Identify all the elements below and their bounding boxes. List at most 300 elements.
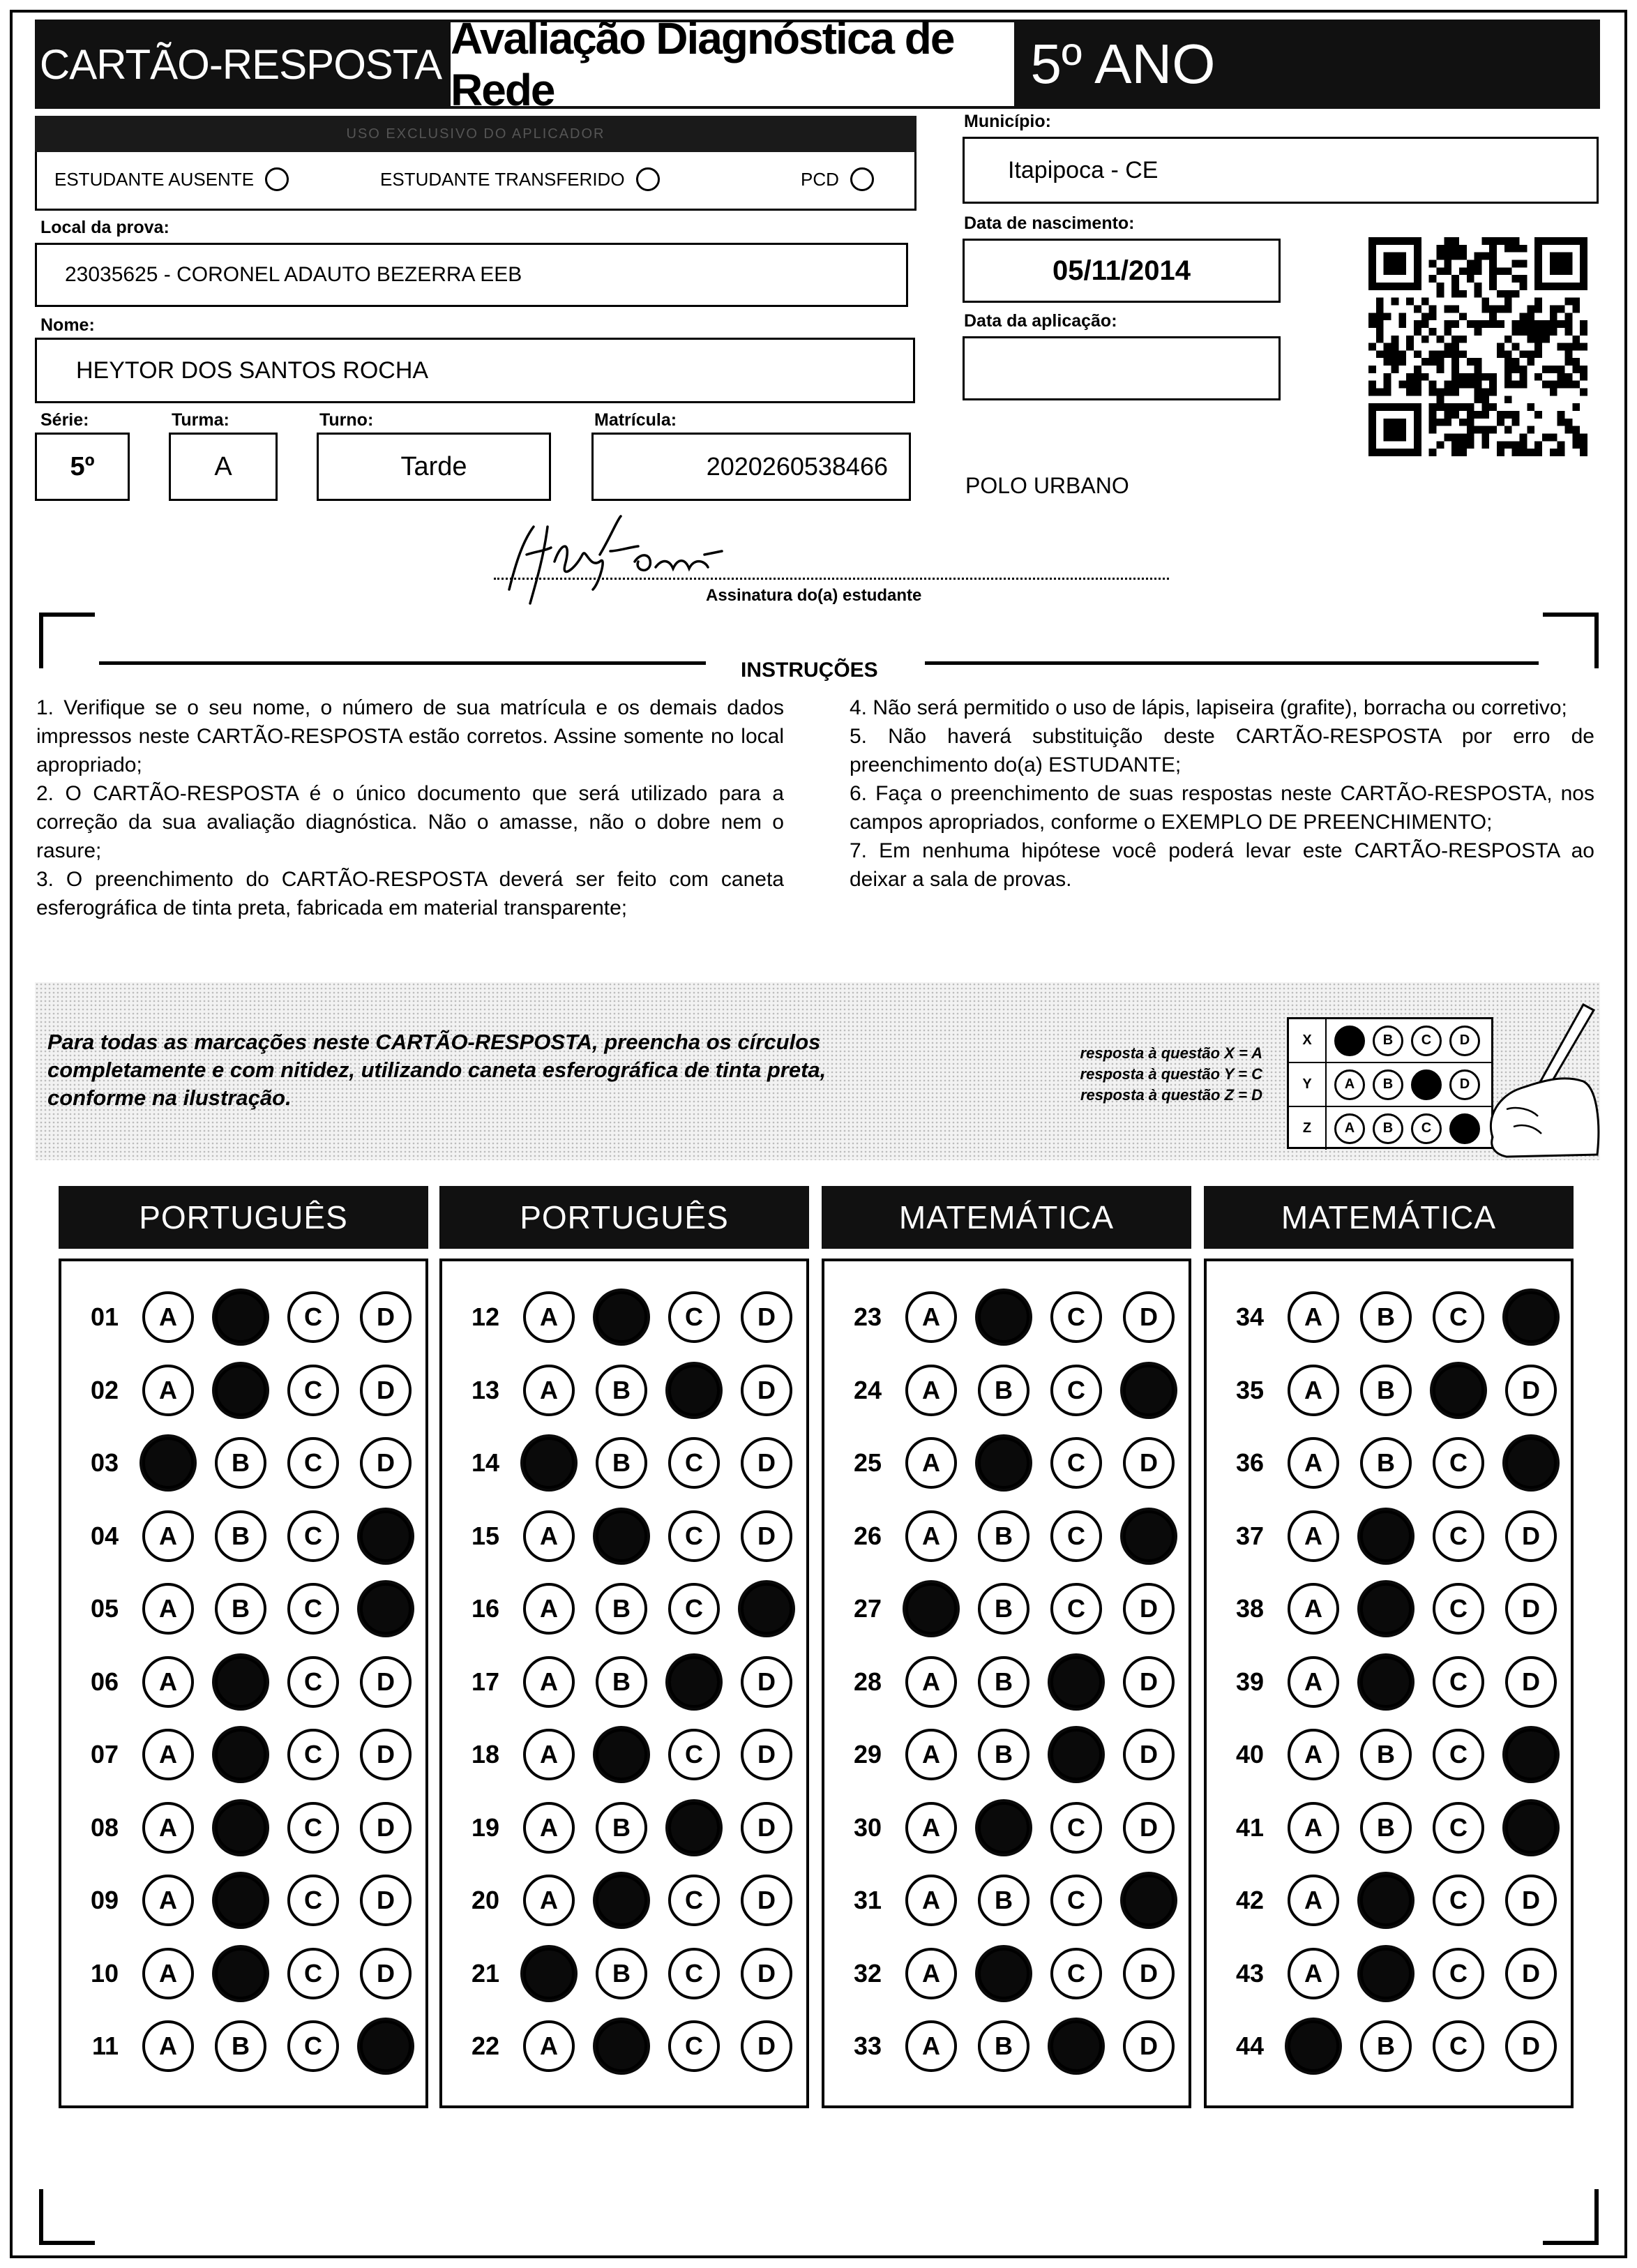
answer-bubble-d[interactable]: D <box>360 1802 412 1854</box>
status-transferred-circle[interactable] <box>636 167 660 191</box>
grade-title: 5º ANO <box>1030 33 1216 95</box>
answer-bubble-a[interactable]: A <box>905 1948 957 1999</box>
answer-bubble-a[interactable]: A <box>1288 1875 1339 1926</box>
answer-bubble-d[interactable] <box>1123 1510 1175 1562</box>
example-bubble: D <box>1449 1069 1480 1100</box>
answer-bubble-d[interactable] <box>360 1510 412 1562</box>
answer-bubble-d[interactable]: D <box>741 2020 792 2072</box>
signature <box>495 513 739 607</box>
answer-bubble-d[interactable]: D <box>360 1875 412 1926</box>
question-number: 15 <box>471 1521 499 1550</box>
answer-bubble-a[interactable]: A <box>1288 1583 1339 1635</box>
question-row <box>824 1281 1175 1353</box>
answer-bubble-b[interactable]: B <box>596 1583 647 1635</box>
answer-bubble-c[interactable] <box>668 1802 720 1854</box>
answer-bubble-c[interactable]: C <box>1050 1802 1102 1854</box>
question-row <box>824 1572 1175 1645</box>
answer-bubble-b[interactable]: B <box>978 1583 1029 1635</box>
answer-bubble-b[interactable] <box>978 1437 1029 1489</box>
answer-bubble-b[interactable]: B <box>978 1510 1029 1562</box>
answer-bubble-a[interactable]: A <box>142 2020 194 2072</box>
question-row <box>442 1646 792 1718</box>
answer-bubble-c[interactable]: C <box>1433 1948 1484 1999</box>
answer-bubble-a[interactable]: A <box>142 1729 194 1780</box>
corner-mark-bottom-right <box>1543 2189 1599 2245</box>
answer-bubble-a[interactable] <box>523 1948 575 1999</box>
answer-bubble-c[interactable]: C <box>668 1729 720 1780</box>
answer-bubble-c[interactable]: C <box>1433 1802 1484 1854</box>
answer-bubble-d[interactable]: D <box>741 1437 792 1489</box>
answer-bubble-b[interactable]: B <box>978 1729 1029 1780</box>
answer-bubble-d[interactable]: D <box>1123 1437 1175 1489</box>
answer-bubble-a[interactable]: A <box>523 1365 575 1416</box>
signature-label: Assinatura do(a) estudante <box>706 586 922 605</box>
question-row <box>1207 1354 1557 1427</box>
answer-bubble-d[interactable] <box>1505 1802 1557 1854</box>
fill-example-text: Para todas as marcações neste CARTÃO-RESPOSTA, preencha os círculos completamente e com nitidez, utilizando caneta esferográfica de tinta preta, conforme na ilustração. <box>47 1030 827 1110</box>
legend-z: resposta à questão Z = D <box>1080 1086 1262 1104</box>
status-absent[interactable] <box>54 167 289 191</box>
answer-bubble-d[interactable]: D <box>741 1365 792 1416</box>
answer-bubble-c[interactable]: C <box>1050 1583 1102 1635</box>
answer-column <box>59 1259 428 2108</box>
instruction-3: 3. O preenchimento do CARTÃO-RESPOSTA deverá ser feito com caneta esferográfica de tinta preta, fabricada em material transparente; <box>36 868 784 919</box>
answer-bubble-a[interactable] <box>142 1437 194 1489</box>
answer-bubble-d[interactable]: D <box>1505 1583 1557 1635</box>
answer-bubble-d[interactable]: D <box>741 1948 792 1999</box>
local-field[interactable] <box>35 243 908 307</box>
answer-column <box>439 1259 809 2108</box>
question-number: 37 <box>1235 1521 1264 1550</box>
answer-bubble-b[interactable]: B <box>1360 1802 1412 1854</box>
question-number: 26 <box>853 1521 882 1550</box>
municipio-field[interactable] <box>963 137 1599 204</box>
municipio-label: Município: <box>964 112 1051 131</box>
answer-bubble-a[interactable]: A <box>905 1802 957 1854</box>
answer-bubble-d[interactable]: D <box>360 1729 412 1780</box>
answer-bubble-a[interactable]: A <box>142 1365 194 1416</box>
status-pcd-circle[interactable] <box>850 167 874 191</box>
section-header: MATEMÁTICA <box>822 1186 1191 1249</box>
answer-bubble-c[interactable] <box>668 1365 720 1416</box>
local-label: Local da prova: <box>40 218 169 237</box>
matricula-value: 2020260538466 <box>706 452 888 481</box>
question-number: 32 <box>853 1958 882 1988</box>
answer-bubble-c[interactable]: C <box>287 1291 339 1343</box>
answer-bubble-c[interactable]: C <box>1050 1510 1102 1562</box>
answer-bubble-a[interactable]: A <box>1288 1729 1339 1780</box>
answer-bubble-c[interactable]: C <box>1433 1437 1484 1489</box>
answer-bubble-d[interactable]: D <box>1123 1802 1175 1854</box>
answer-bubble-d[interactable]: D <box>1505 1510 1557 1562</box>
aplicacao-field[interactable] <box>963 336 1281 400</box>
answer-bubble-b[interactable] <box>596 1729 647 1780</box>
answer-bubble-a[interactable]: A <box>142 1583 194 1635</box>
answer-bubble-b[interactable]: B <box>596 1656 647 1708</box>
turma-field[interactable] <box>169 433 278 501</box>
polo-label: POLO URBANO <box>965 473 1129 498</box>
answer-bubble-d[interactable]: D <box>741 1729 792 1780</box>
question-row <box>1207 1792 1557 1864</box>
answer-bubble-d[interactable]: D <box>1123 1291 1175 1343</box>
answer-bubble-c[interactable]: C <box>287 1656 339 1708</box>
instructions-left <box>36 693 784 922</box>
instructions-right <box>850 693 1594 894</box>
answer-bubble-d[interactable]: D <box>741 1510 792 1562</box>
instruction-4: 4. Não será permitido o uso de lápis, lapiseira (grafite), borracha ou corretivo; <box>850 696 1567 719</box>
answer-bubble-a[interactable]: A <box>905 1291 957 1343</box>
answer-bubble-c[interactable]: C <box>1433 1583 1484 1635</box>
answer-bubble-b[interactable] <box>1360 1656 1412 1708</box>
answer-bubble-c[interactable]: C <box>1050 1365 1102 1416</box>
answer-bubble-c[interactable] <box>1050 1729 1102 1780</box>
question-number: 38 <box>1235 1594 1264 1623</box>
instructions-rule-right <box>925 661 1539 665</box>
answer-bubble-d[interactable]: D <box>360 1656 412 1708</box>
answer-bubble-c[interactable] <box>668 1656 720 1708</box>
question-number: 04 <box>90 1521 119 1550</box>
section-header: PORTUGUÊS <box>59 1186 428 1249</box>
question-row <box>442 2010 792 2082</box>
example-bubble: C <box>1411 1026 1442 1056</box>
answer-bubble-a[interactable]: A <box>905 1729 957 1780</box>
answer-bubble-c[interactable]: C <box>1050 1875 1102 1926</box>
answer-bubble-b[interactable]: B <box>978 2020 1029 2072</box>
answer-bubble-b[interactable]: B <box>215 1437 266 1489</box>
answer-bubble-d[interactable]: D <box>1505 2020 1557 2072</box>
instruction-5: 5. Não haverá substituição deste CARTÃO-RESPOSTA por erro de preenchimento do(a) ESTUDANTE; <box>850 725 1594 776</box>
question-row <box>824 1500 1175 1572</box>
question-row <box>1207 1500 1557 1572</box>
answer-bubble-b[interactable]: B <box>1360 2020 1412 2072</box>
answer-bubble-d[interactable]: D <box>360 1948 412 1999</box>
answer-bubble-d[interactable]: D <box>360 1365 412 1416</box>
question-number: 01 <box>90 1302 119 1331</box>
question-row <box>61 1281 412 1353</box>
instructions-rule-left <box>99 661 706 665</box>
answer-bubble-d[interactable]: D <box>360 1291 412 1343</box>
answer-bubble-c[interactable]: C <box>668 1510 720 1562</box>
answer-bubble-c[interactable]: C <box>1050 1291 1102 1343</box>
question-row <box>61 1427 412 1499</box>
answer-bubble-b[interactable] <box>215 1291 266 1343</box>
answer-bubble-a[interactable]: A <box>1288 1437 1339 1489</box>
answer-bubble-b[interactable] <box>978 1802 1029 1854</box>
answer-bubble-c[interactable]: C <box>287 1948 339 1999</box>
status-absent-circle[interactable] <box>265 167 289 191</box>
serie-field[interactable] <box>35 433 130 501</box>
example-bubble: A <box>1334 1069 1365 1100</box>
answer-bubble-d[interactable] <box>1505 1291 1557 1343</box>
qr-code <box>1368 237 1587 456</box>
question-row <box>824 2010 1175 2082</box>
section-header: PORTUGUÊS <box>439 1186 809 1249</box>
answer-bubble-b[interactable]: B <box>215 2020 266 2072</box>
answer-bubble-c[interactable]: C <box>1050 1948 1102 1999</box>
answer-bubble-a[interactable] <box>523 1437 575 1489</box>
question-number: 28 <box>853 1667 882 1696</box>
answer-bubble-c[interactable]: C <box>287 1583 339 1635</box>
answer-bubble-c[interactable]: C <box>1433 1656 1484 1708</box>
corner-mark-bottom-left <box>39 2189 95 2245</box>
answer-bubble-c[interactable]: C <box>287 1802 339 1854</box>
question-number: 42 <box>1235 1886 1264 1914</box>
answer-bubble-d[interactable]: D <box>1123 1656 1175 1708</box>
fill-example-grid <box>1287 1017 1493 1149</box>
answer-bubble-a[interactable]: A <box>1288 1948 1339 1999</box>
example-row <box>1289 1107 1491 1150</box>
example-row-key: X <box>1289 1019 1327 1062</box>
question-number: 24 <box>853 1375 882 1404</box>
answer-bubble-a[interactable]: A <box>1288 1802 1339 1854</box>
answer-bubble-d[interactable]: D <box>741 1291 792 1343</box>
question-number: 33 <box>853 2032 882 2060</box>
answer-bubble-b[interactable]: B <box>596 1437 647 1489</box>
question-row <box>1207 2010 1557 2082</box>
answer-bubble-a[interactable]: A <box>523 1656 575 1708</box>
answer-bubble-a[interactable]: A <box>523 1291 575 1343</box>
answer-bubble-d[interactable]: D <box>1123 1729 1175 1780</box>
answer-bubble-a[interactable]: A <box>905 1437 957 1489</box>
question-number: 35 <box>1235 1375 1264 1404</box>
answer-bubble-b[interactable] <box>1360 1875 1412 1926</box>
question-row <box>61 1572 412 1645</box>
question-number: 08 <box>90 1812 119 1842</box>
answer-bubble-c[interactable]: C <box>668 2020 720 2072</box>
nome-field[interactable] <box>35 338 915 403</box>
status-absent-label: ESTUDANTE AUSENTE <box>54 168 255 190</box>
answer-bubble-a[interactable]: A <box>523 1583 575 1635</box>
answer-bubble-a[interactable]: A <box>1288 1510 1339 1562</box>
answer-bubble-b[interactable] <box>978 1948 1029 1999</box>
answer-bubble-c[interactable]: C <box>668 1291 720 1343</box>
answer-bubble-d[interactable]: D <box>741 1656 792 1708</box>
answer-bubble-a[interactable] <box>1288 2020 1339 2072</box>
question-number: 34 <box>1235 1302 1264 1331</box>
answer-bubble-d[interactable]: D <box>1123 2020 1175 2072</box>
turno-field[interactable] <box>317 433 551 501</box>
answer-bubble-b[interactable]: B <box>596 1948 647 1999</box>
question-number: 17 <box>471 1667 499 1696</box>
question-number: 18 <box>471 1740 499 1768</box>
answer-bubble-d[interactable] <box>1505 1437 1557 1489</box>
question-row <box>61 1500 412 1572</box>
answer-bubble-a[interactable] <box>905 1583 957 1635</box>
answer-bubble-b[interactable] <box>978 1291 1029 1343</box>
answer-bubble-c[interactable]: C <box>287 1510 339 1562</box>
question-number: 03 <box>90 1448 119 1477</box>
answer-bubble-c[interactable]: C <box>1433 1875 1484 1926</box>
status-box <box>35 152 916 211</box>
answer-bubble-d[interactable] <box>360 1583 412 1635</box>
question-row <box>1207 1572 1557 1645</box>
question-row <box>61 1864 412 1937</box>
question-number: 10 <box>90 1958 119 1988</box>
answer-bubble-c[interactable]: C <box>287 1875 339 1926</box>
answer-bubble-b[interactable] <box>596 1875 647 1926</box>
question-row <box>1207 1427 1557 1499</box>
answer-bubble-a[interactable]: A <box>523 1875 575 1926</box>
question-number: 30 <box>853 1812 882 1842</box>
question-row <box>442 1718 792 1791</box>
question-row <box>1207 1937 1557 2010</box>
answer-bubble-c[interactable]: C <box>1433 1729 1484 1780</box>
answer-bubble-b[interactable]: B <box>1360 1729 1412 1780</box>
question-row <box>824 1792 1175 1864</box>
answer-bubble-b[interactable] <box>215 1656 266 1708</box>
answer-bubble-c[interactable]: C <box>287 1437 339 1489</box>
answer-bubble-c[interactable]: C <box>1433 2020 1484 2072</box>
answer-bubble-d[interactable]: D <box>360 1437 412 1489</box>
answer-bubble-c[interactable]: C <box>668 1875 720 1926</box>
example-bubble: B <box>1373 1069 1403 1100</box>
answer-bubble-a[interactable]: A <box>142 1656 194 1708</box>
example-bubble: D <box>1449 1026 1480 1056</box>
answer-column <box>1204 1259 1574 2108</box>
answer-bubble-c[interactable]: C <box>287 1365 339 1416</box>
fill-example-legend <box>990 1043 1262 1106</box>
answer-bubble-c[interactable]: C <box>1050 1437 1102 1489</box>
answer-bubble-b[interactable] <box>1360 1510 1412 1562</box>
answer-bubble-d[interactable] <box>1123 1875 1175 1926</box>
example-row <box>1289 1019 1491 1063</box>
answer-bubble-c[interactable] <box>1050 2020 1102 2072</box>
answer-bubble-d[interactable] <box>360 2020 412 2072</box>
example-bubble: C <box>1411 1113 1442 1144</box>
answer-bubble-a[interactable]: A <box>142 1291 194 1343</box>
answer-bubble-b[interactable] <box>215 1729 266 1780</box>
answer-bubble-b[interactable] <box>215 1802 266 1854</box>
answer-bubble-b[interactable]: B <box>1360 1365 1412 1416</box>
answer-bubble-b[interactable]: B <box>978 1656 1029 1708</box>
example-bubble <box>1334 1026 1365 1056</box>
answer-bubble-a[interactable]: A <box>1288 1365 1339 1416</box>
answer-bubble-a[interactable]: A <box>142 1875 194 1926</box>
answer-bubble-b[interactable]: B <box>596 1365 647 1416</box>
answer-bubble-c[interactable]: C <box>287 2020 339 2072</box>
answer-bubble-b[interactable] <box>1360 1583 1412 1635</box>
answer-bubble-d[interactable] <box>1123 1365 1175 1416</box>
answer-bubble-d[interactable]: D <box>1505 1948 1557 1999</box>
hand-pen-icon <box>1465 998 1604 1158</box>
answer-bubble-a[interactable]: A <box>905 1510 957 1562</box>
answer-bubble-c[interactable]: C <box>668 1583 720 1635</box>
answer-bubble-a[interactable]: A <box>905 2020 957 2072</box>
answer-bubble-c[interactable]: C <box>668 1437 720 1489</box>
instruction-7: 7. Em nenhuma hipótese você poderá levar este CARTÃO-RESPOSTA ao deixar a sala de provas. <box>850 839 1594 891</box>
answer-bubble-d[interactable] <box>741 1583 792 1635</box>
answer-bubble-c[interactable]: C <box>287 1729 339 1780</box>
example-row-key: Y <box>1289 1063 1327 1106</box>
answer-bubble-a[interactable]: A <box>905 1875 957 1926</box>
question-number: 19 <box>471 1812 499 1842</box>
answer-bubble-d[interactable] <box>1505 1729 1557 1780</box>
answer-bubble-b[interactable]: B <box>978 1365 1029 1416</box>
answer-bubble-c[interactable] <box>1050 1656 1102 1708</box>
instructions-title: INSTRUÇÕES <box>741 659 878 682</box>
status-transferred[interactable] <box>380 167 660 191</box>
example-row-key: Z <box>1289 1107 1327 1150</box>
local-value: 23035625 - CORONEL ADAUTO BEZERRA EEB <box>65 263 522 286</box>
answer-bubble-d[interactable]: D <box>1505 1875 1557 1926</box>
example-bubble: B <box>1373 1113 1403 1144</box>
exam-title: Avaliação Diagnóstica de Rede <box>451 22 1014 106</box>
question-number: 36 <box>1235 1448 1264 1477</box>
question-number: 44 <box>1235 2032 1264 2060</box>
question-row <box>1207 1718 1557 1791</box>
answer-bubble-a[interactable]: A <box>905 1656 957 1708</box>
answer-bubble-a[interactable]: A <box>523 1510 575 1562</box>
answer-bubble-b[interactable] <box>596 1291 647 1343</box>
answer-bubble-b[interactable] <box>596 1510 647 1562</box>
answer-bubble-b[interactable]: B <box>978 1875 1029 1926</box>
question-row <box>61 1646 412 1718</box>
answer-bubble-b[interactable]: B <box>215 1583 266 1635</box>
answer-bubble-b[interactable]: B <box>1360 1437 1412 1489</box>
example-bubble: A <box>1334 1113 1365 1144</box>
serie-label: Série: <box>40 410 89 430</box>
question-row <box>442 1354 792 1427</box>
answer-bubble-d[interactable]: D <box>741 1875 792 1926</box>
answer-bubble-a[interactable]: A <box>142 1510 194 1562</box>
answer-bubble-b[interactable]: B <box>215 1510 266 1562</box>
answer-bubble-a[interactable]: A <box>523 2020 575 2072</box>
question-number: 23 <box>853 1302 882 1331</box>
applicator-use-header: USO EXCLUSIVO DO APLICADOR <box>35 116 916 152</box>
answer-bubble-c[interactable]: C <box>1433 1510 1484 1562</box>
question-row <box>824 1354 1175 1427</box>
card-title: CARTÃO-RESPOSTA <box>39 40 442 88</box>
question-row <box>1207 1864 1557 1937</box>
question-row <box>824 1427 1175 1499</box>
answer-bubble-d[interactable]: D <box>1123 1583 1175 1635</box>
question-number: 05 <box>90 1594 119 1623</box>
answer-bubble-a[interactable]: A <box>905 1365 957 1416</box>
answer-bubble-c[interactable]: C <box>1433 1291 1484 1343</box>
answer-bubble-a[interactable]: A <box>1288 1656 1339 1708</box>
turno-value: Tarde <box>400 451 467 481</box>
answer-bubble-b[interactable] <box>215 1948 266 1999</box>
answer-bubble-a[interactable]: A <box>523 1729 575 1780</box>
answer-bubble-c[interactable]: C <box>668 1948 720 1999</box>
answer-bubble-c[interactable] <box>1433 1365 1484 1416</box>
aplicacao-label: Data da aplicação: <box>964 311 1117 331</box>
answer-bubble-a[interactable]: A <box>142 1948 194 1999</box>
nascimento-field[interactable] <box>963 239 1281 303</box>
answer-bubble-a[interactable]: A <box>142 1802 194 1854</box>
answer-bubble-a[interactable]: A <box>523 1802 575 1854</box>
answer-bubble-d[interactable]: D <box>741 1802 792 1854</box>
answer-bubble-b[interactable]: B <box>1360 1291 1412 1343</box>
question-row <box>442 1937 792 2010</box>
municipio-value: Itapipoca - CE <box>1008 156 1159 183</box>
answer-bubble-b[interactable] <box>215 1875 266 1926</box>
question-number: 41 <box>1235 1812 1264 1842</box>
status-pcd[interactable] <box>801 167 874 191</box>
answer-bubble-d[interactable]: D <box>1505 1656 1557 1708</box>
answer-bubble-b[interactable]: B <box>596 1802 647 1854</box>
matricula-field[interactable] <box>591 433 911 501</box>
answer-bubble-d[interactable]: D <box>1505 1365 1557 1416</box>
answer-bubble-d[interactable]: D <box>1123 1948 1175 1999</box>
answer-bubble-b[interactable] <box>1360 1948 1412 1999</box>
answer-bubble-a[interactable]: A <box>1288 1291 1339 1343</box>
turno-label: Turno: <box>319 410 374 430</box>
answer-bubble-b[interactable] <box>215 1365 266 1416</box>
question-number: 07 <box>90 1740 119 1768</box>
answer-bubble-b[interactable] <box>596 2020 647 2072</box>
question-row <box>442 1427 792 1499</box>
